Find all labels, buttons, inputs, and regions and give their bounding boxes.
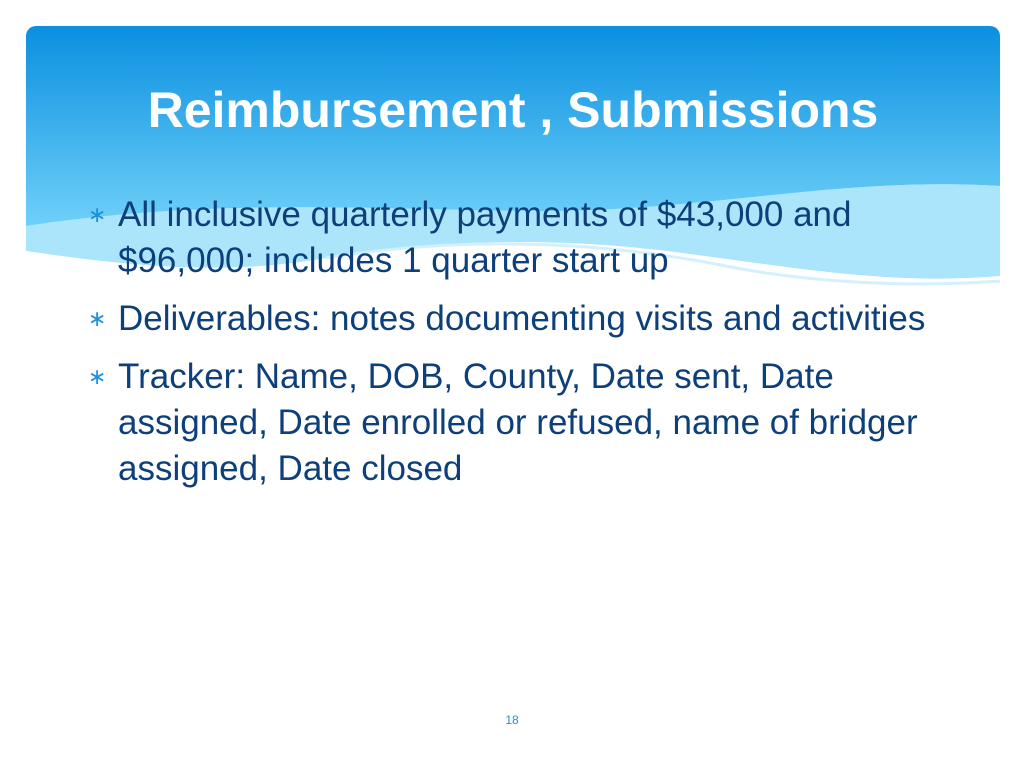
- asterisk-bullet-icon: ∗: [88, 364, 107, 389]
- bullet-item: [88, 296, 968, 342]
- asterisk-bullet-icon: ∗: [88, 306, 107, 331]
- slide-title: Reimbursement , Submissions: [147, 82, 879, 138]
- asterisk-bullet-icon: ∗: [88, 202, 107, 227]
- page-number: 18: [505, 713, 519, 727]
- bullet-text: Deliverables: notes documenting visits and activities: [118, 299, 926, 338]
- bullet-item: [88, 192, 968, 284]
- bullet-text: Tracker: Name, DOB, County, Date sent, Date assigned, Date enrolled or refused, name of bridger assigned, Date closed: [118, 357, 918, 488]
- bullet-item: [88, 354, 968, 492]
- bullet-list: [88, 192, 968, 504]
- bullet-text: All inclusive quarterly payments of $43,000 and $96,000; includes 1 quarter start up: [118, 195, 852, 280]
